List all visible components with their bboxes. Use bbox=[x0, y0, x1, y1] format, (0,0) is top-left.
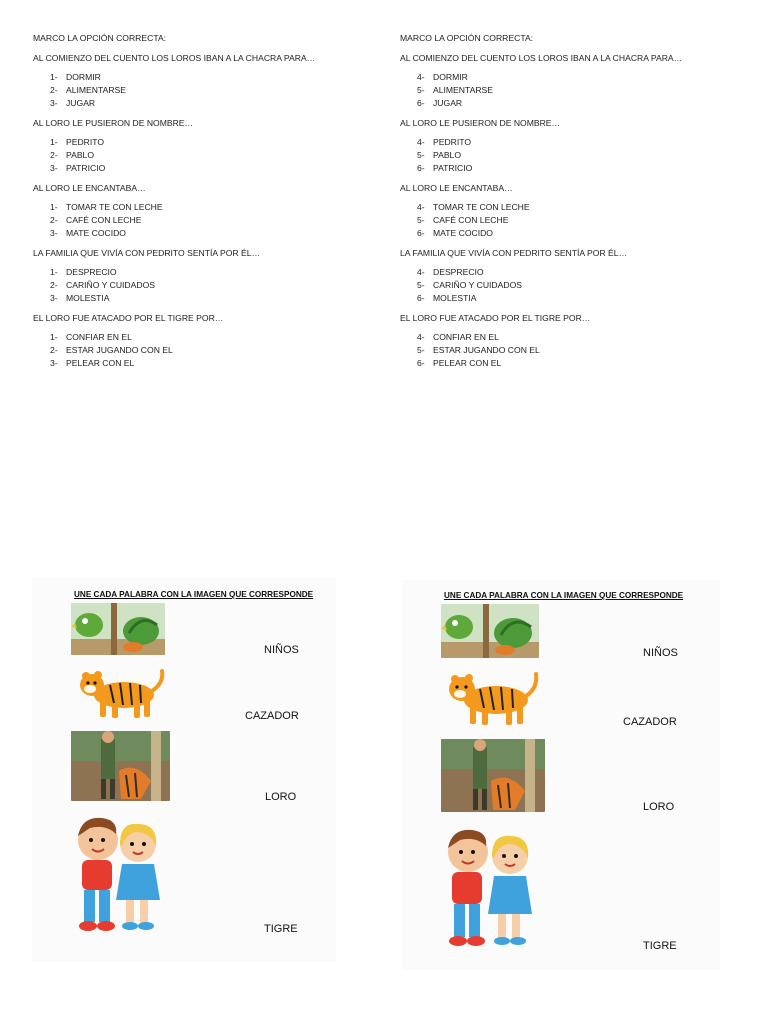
option-number: 2- bbox=[50, 280, 58, 290]
option-label: PATRICIO bbox=[66, 163, 106, 173]
option-number: 1- bbox=[50, 267, 58, 277]
option-number: 5- bbox=[417, 345, 425, 355]
match-panel-left bbox=[32, 578, 336, 962]
option-label: PATRICIO bbox=[433, 163, 473, 173]
option-number: 6- bbox=[417, 293, 425, 303]
word-ninos: NIÑOS bbox=[643, 647, 678, 659]
option-label: DORMIR bbox=[66, 72, 101, 82]
children-image bbox=[70, 812, 168, 936]
option bbox=[400, 97, 740, 110]
match-title: UNE CADA PALABRA CON LA IMAGEN QUE CORRESPONDE bbox=[74, 590, 314, 599]
option-label: CAFÉ CON LECHE bbox=[433, 215, 509, 225]
option-number: 6- bbox=[417, 98, 425, 108]
quiz-right bbox=[400, 32, 740, 377]
option-number: 1- bbox=[50, 202, 58, 212]
hunter-scene-image bbox=[71, 731, 170, 801]
question-text: AL COMIENZO DEL CUENTO LOS LOROS IBAN A LA CHACRA PARA… bbox=[400, 53, 683, 63]
option-number: 5- bbox=[417, 215, 425, 225]
option bbox=[33, 136, 373, 149]
option-number: 4- bbox=[417, 202, 425, 212]
option bbox=[400, 344, 740, 357]
parrot-scene-image bbox=[71, 603, 165, 655]
option bbox=[400, 292, 740, 305]
question-4 bbox=[33, 247, 373, 305]
option bbox=[33, 227, 373, 240]
question-text: LA FAMILIA QUE VIVÍA CON PEDRITO SENTÍA POR ÉL… bbox=[33, 248, 261, 258]
word-loro: LORO bbox=[643, 801, 675, 813]
option bbox=[400, 227, 740, 240]
option bbox=[33, 214, 373, 227]
option bbox=[400, 84, 740, 97]
option-number: 4- bbox=[417, 72, 425, 82]
question-2 bbox=[33, 117, 373, 175]
option bbox=[400, 266, 740, 279]
question-3 bbox=[400, 182, 740, 240]
option-number: 4- bbox=[417, 267, 425, 277]
option-number: 6- bbox=[417, 163, 425, 173]
option bbox=[400, 201, 740, 214]
question-text: AL LORO LE PUSIERON DE NOMBRE… bbox=[400, 118, 561, 128]
option-label: JUGAR bbox=[66, 98, 96, 108]
word-loro: LORO bbox=[265, 791, 297, 803]
option bbox=[33, 279, 373, 292]
tiger-image bbox=[74, 665, 166, 721]
option-label: CARIÑO Y CUIDADOS bbox=[66, 280, 155, 290]
option-label: MOLESTIA bbox=[66, 293, 110, 303]
option bbox=[400, 331, 740, 344]
option-number: 1- bbox=[50, 137, 58, 147]
option bbox=[400, 357, 740, 370]
option-label: PABLO bbox=[66, 150, 95, 160]
option bbox=[400, 279, 740, 292]
option-label: MATE COCIDO bbox=[66, 228, 126, 238]
option-label: DORMIR bbox=[433, 72, 468, 82]
word-tigre: TIGRE bbox=[643, 940, 677, 952]
option-number: 3- bbox=[50, 98, 58, 108]
option-label: ALIMENTARSE bbox=[66, 85, 127, 95]
option-label: MOLESTIA bbox=[433, 293, 477, 303]
option bbox=[400, 71, 740, 84]
option-label: ESTAR JUGANDO CON EL bbox=[433, 345, 540, 355]
option-label: PABLO bbox=[433, 150, 462, 160]
quiz-title: MARCO LA OPCIÓN CORRECTA: bbox=[400, 33, 534, 43]
tiger-image bbox=[444, 668, 540, 728]
quiz-left bbox=[33, 32, 373, 377]
option-number: 6- bbox=[417, 228, 425, 238]
question-3 bbox=[33, 182, 373, 240]
question-1 bbox=[33, 52, 373, 110]
option-number: 2- bbox=[50, 150, 58, 160]
option bbox=[33, 162, 373, 175]
option-number: 5- bbox=[417, 150, 425, 160]
question-text: EL LORO FUE ATACADO POR EL TIGRE POR… bbox=[400, 313, 591, 323]
option-number: 3- bbox=[50, 358, 58, 368]
option bbox=[33, 357, 373, 370]
option bbox=[400, 149, 740, 162]
question-text: AL COMIENZO DEL CUENTO LOS LOROS IBAN A LA CHACRA PARA… bbox=[33, 53, 316, 63]
option-label: PELEAR CON EL bbox=[66, 358, 135, 368]
option bbox=[33, 71, 373, 84]
question-1 bbox=[400, 52, 740, 110]
option-label: ALIMENTARSE bbox=[433, 85, 494, 95]
option bbox=[33, 292, 373, 305]
option-number: 2- bbox=[50, 85, 58, 95]
word-tigre: TIGRE bbox=[264, 923, 298, 935]
option bbox=[33, 266, 373, 279]
question-2 bbox=[400, 117, 740, 175]
option-number: 3- bbox=[50, 228, 58, 238]
parrot-scene-image bbox=[441, 604, 539, 658]
option-label: ESTAR JUGANDO CON EL bbox=[66, 345, 173, 355]
quiz-title: MARCO LA OPCIÓN CORRECTA: bbox=[33, 33, 167, 43]
option-number: 2- bbox=[50, 345, 58, 355]
option-label: JUGAR bbox=[433, 98, 463, 108]
option bbox=[33, 344, 373, 357]
option bbox=[33, 331, 373, 344]
option-label: PELEAR CON EL bbox=[433, 358, 502, 368]
word-cazador: CAZADOR bbox=[623, 716, 677, 728]
option bbox=[33, 97, 373, 110]
option bbox=[400, 136, 740, 149]
option-label: CONFIAR EN EL bbox=[433, 332, 499, 342]
option-number: 6- bbox=[417, 358, 425, 368]
option-label: CARIÑO Y CUIDADOS bbox=[433, 280, 522, 290]
question-text: AL LORO LE ENCANTABA… bbox=[33, 183, 146, 193]
option-label: DESPRECIO bbox=[66, 267, 117, 277]
option-number: 3- bbox=[50, 163, 58, 173]
option-label: MATE COCIDO bbox=[433, 228, 493, 238]
option bbox=[33, 149, 373, 162]
option-label: PEDRITO bbox=[433, 137, 472, 147]
match-title: UNE CADA PALABRA CON LA IMAGEN QUE CORRESPONDE bbox=[444, 591, 684, 600]
option bbox=[400, 214, 740, 227]
option bbox=[33, 84, 373, 97]
question-text: EL LORO FUE ATACADO POR EL TIGRE POR… bbox=[33, 313, 224, 323]
question-text: LA FAMILIA QUE VIVÍA CON PEDRITO SENTÍA POR ÉL… bbox=[400, 248, 628, 258]
option-label: TOMAR TE CON LECHE bbox=[433, 202, 530, 212]
option-number: 1- bbox=[50, 332, 58, 342]
question-text: AL LORO LE PUSIERON DE NOMBRE… bbox=[33, 118, 194, 128]
question-text: AL LORO LE ENCANTABA… bbox=[400, 183, 513, 193]
question-5 bbox=[400, 312, 740, 370]
question-5 bbox=[33, 312, 373, 370]
option-number: 5- bbox=[417, 280, 425, 290]
option-number: 1- bbox=[50, 72, 58, 82]
option-number: 4- bbox=[417, 137, 425, 147]
option-number: 5- bbox=[417, 85, 425, 95]
option bbox=[400, 162, 740, 175]
option-label: CONFIAR EN EL bbox=[66, 332, 132, 342]
option-number: 2- bbox=[50, 215, 58, 225]
hunter-scene-image bbox=[441, 739, 545, 812]
word-ninos: NIÑOS bbox=[264, 644, 299, 656]
children-image bbox=[440, 824, 540, 952]
option-label: PEDRITO bbox=[66, 137, 105, 147]
question-4 bbox=[400, 247, 740, 305]
option-label: CAFÉ CON LECHE bbox=[66, 215, 142, 225]
option-label: TOMAR TE CON LECHE bbox=[66, 202, 163, 212]
word-cazador: CAZADOR bbox=[245, 710, 299, 722]
option bbox=[33, 201, 373, 214]
option-label: DESPRECIO bbox=[433, 267, 484, 277]
option-number: 4- bbox=[417, 332, 425, 342]
option-number: 3- bbox=[50, 293, 58, 303]
match-panel-right bbox=[402, 580, 720, 970]
